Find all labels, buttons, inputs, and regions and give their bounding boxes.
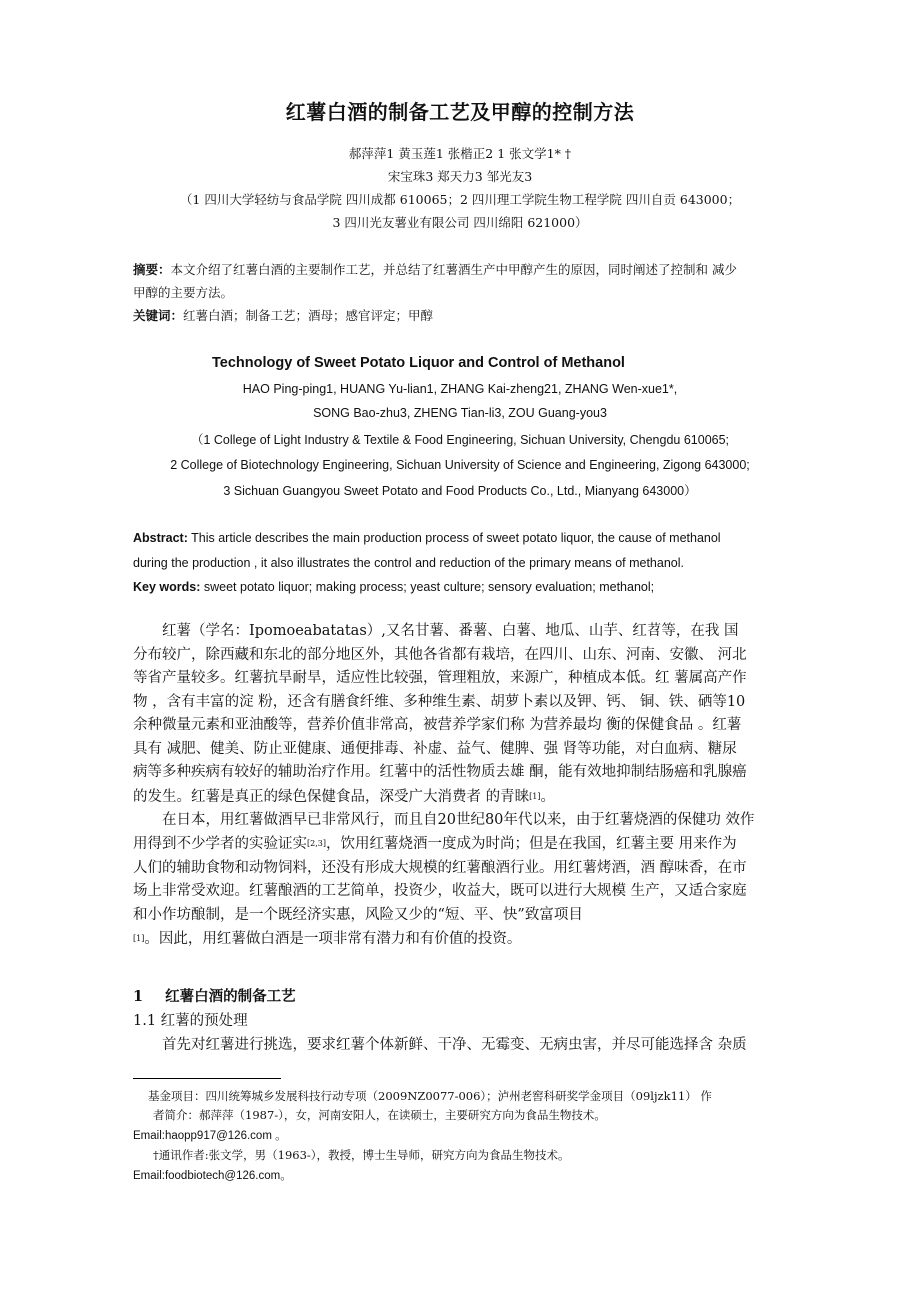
footnote-email-2[interactable]: Email:foodbiotech@126.com。 xyxy=(133,1170,292,1182)
keywords-cn-label: 关键词： xyxy=(133,308,184,323)
paragraph-2-last-line xyxy=(133,927,793,951)
footnote-email-1[interactable]: Email:haopp917@126.com 。 xyxy=(133,1130,287,1142)
footnote-divider xyxy=(133,1078,281,1079)
paragraph-3-line: 首先对红薯进行挑选，要求红薯个体新鲜、干净、无霉变、无病虫害，并尽可能选择含 杂质 xyxy=(133,1037,747,1053)
authors-en-line1: HAO Ping-ping1, HUANG Yu-lian1, ZHANG Kai-zheng21, ZHANG Wen-xue1*, xyxy=(242,382,678,396)
paragraph-2-line: 场上非常受欢迎。红薯酿酒的工艺简单，投资少，收益大，既可以进行大规模 生产，又适合家庭 xyxy=(133,883,747,899)
keywords-en-text: sweet potato liquor; making process; yeast culture; sensory evaluation; methanol; xyxy=(200,580,655,594)
paragraph-1-end: 。 xyxy=(540,788,555,805)
footnote-funding: 基金项目：四川统筹城乡发展科技行动专项（2009NZ0077-006）；泸州老窖科研奖学金项目（09ljzk11） 作 xyxy=(148,1089,712,1103)
abstract-en-text-2: during the production , it also illustrates the control and reduction of the primary means of methanol. xyxy=(133,556,684,570)
abstract-cn xyxy=(133,260,737,278)
paragraph-1-line: 分布较广，除西藏和东北的部分地区外，其他各省都有栽培，在四川、山东、河南、安徽、 河北 xyxy=(133,646,747,663)
paragraph-1 xyxy=(133,620,793,951)
affiliation-cn-line2: 3 四川光友薯业有限公司 四川绵阳 621000） xyxy=(332,215,588,230)
paragraph-2-line: 和小作坊酿制，是一个既经济实惠，风险又少的“短、平、快”致富项目 xyxy=(133,906,583,923)
keywords-en xyxy=(133,580,654,594)
footnote-corresponding: †通讯作者:张文学，男（1963-），教授，博士生导师，研究方向为食品生物技术。 xyxy=(153,1148,570,1162)
paragraph-1-line: 红薯（学名：Ipomoeabatatas）,又名甘薯、番薯、白薯、地瓜、山芋、红苕等，在我 国 xyxy=(133,623,739,639)
subsection-heading-1-1: 1.1 红薯的预处理 xyxy=(133,1013,248,1029)
paragraph-1-line: 物 ，含有丰富的淀 粉，还含有膳食纤维、多种维生素、胡萝卜素以及钾、钙、 铜、铁、硒等10 xyxy=(133,693,746,710)
authors-cn-line2: 宋宝珠3 郑天力3 邹光友3 xyxy=(387,169,533,184)
affiliation-en-line1: （1 College of Light Industry & Textile & Food Engineering, Sichuan University, Chengdu 610065; xyxy=(190,433,730,447)
abstract-en-text-1: This article describes the main production process of sweet potato liquor, the cause of methanol xyxy=(187,531,721,545)
abstract-cn-text-2: 甲醇的主要方法。 xyxy=(133,285,234,300)
paragraph-1-line: 等省产量较多。红薯抗旱耐旱，适应性比较强，管理粗放，来源广，种植成本低。红 薯属高产作 xyxy=(133,670,747,686)
abstract-cn-text-1: 本文介绍了红薯白酒的主要制作工艺，并总结了红薯酒生产中甲醇产生的原因，同时阐述了控制和 减少 xyxy=(170,262,737,277)
affiliation-en-line2: 2 College of Biotechnology Engineering, Sichuan University of Science and Engineering, Zigong 643000; xyxy=(170,458,750,472)
abstract-en xyxy=(133,531,721,545)
section-heading-1 xyxy=(133,985,296,1006)
keywords-en-label: Key words: xyxy=(133,580,201,594)
authors-cn-line1: 郝萍萍1 黄玉莲1 张楷正2 1 张文学1* † xyxy=(348,146,572,161)
paragraph-2-line: 在日本，用红薯做酒早已非常风行，而且自20世纪80年代以来，由于红薯烧酒的保健功 效作 xyxy=(133,811,755,828)
paragraph-2-line: 人们的辅助食物和动物饲料，还没有形成大规模的红薯酿酒行业。用红薯烤酒，酒 醇味香，在市 xyxy=(133,859,747,876)
citation-1-b[interactable]: [1] xyxy=(133,934,145,943)
paragraph-1-line: 余种微量元素和亚油酸等，营养价值非常高，被营养学家们称 为营养最均 衡的保健食品 。红薯 xyxy=(133,717,742,733)
affiliation-cn-line1: （1 四川大学轻纺与食品学院 四川成都 610065；2 四川理工学院生物工程学院 四川自贡 643000； xyxy=(179,192,741,207)
keywords-cn xyxy=(133,306,433,324)
paragraph-1-last-line xyxy=(133,785,793,809)
citation-2-3[interactable]: [2,3] xyxy=(307,839,326,849)
paragraph-2-line: 用得到不少学者的实验证实 xyxy=(133,836,307,852)
keywords-cn-text: 红薯白酒；制备工艺；酒母；感官评定；甲醇 xyxy=(183,308,434,323)
authors-en-line2: SONG Bao-zhu3, ZHENG Tian-li3, ZOU Guang-you3 xyxy=(313,406,607,420)
paper-title-cn: 红薯白酒的制备工艺及甲醇的控制方法 xyxy=(285,100,635,124)
paragraph-1-line: 病等多种疾病有较好的辅助治疗作用。红薯中的活性物质去雄 酮，能有效地抑制结肠癌和乳腺癌 xyxy=(133,764,747,780)
section-heading-1-text: 红薯白酒的制备工艺 xyxy=(165,988,296,1005)
affiliation-en-line3: 3 Sichuan Guangyou Sweet Potato and Food Products Co., Ltd., Mianyang 643000） xyxy=(223,484,697,498)
paragraph-2-line-2 xyxy=(133,832,793,856)
section-heading-1-number: 1 xyxy=(133,988,144,1005)
abstract-cn-label: 摘要： xyxy=(133,262,171,277)
paragraph-2-line: ，饮用红薯烧酒一度成为时尚；但是在我国，红薯主要 用来作为 xyxy=(325,836,737,852)
paragraph-1-line: 具有 减肥、健美、防止亚健康、通便排毒、补虚、益气、健脾、强 肾等功能，对白血病、糖尿 xyxy=(133,740,737,757)
paper-title-en: Technology of Sweet Potato Liquor and Control of Methanol xyxy=(212,355,625,371)
citation-1[interactable]: [1] xyxy=(529,791,541,801)
paragraph-1-line: 的发生。红薯是真正的绿色保健食品，深受广大消费者 的青睐 xyxy=(133,788,530,805)
footnote-author-bio: 者简介：郝萍萍（1987-），女，河南安阳人，在读硕士，主要研究方向为食品生物技术。 xyxy=(153,1108,606,1122)
abstract-en-label: Abstract: xyxy=(133,531,188,545)
paragraph-2-line: 。因此，用红薯做白酒是一项非常有潜力和有价值的投资。 xyxy=(144,930,522,947)
